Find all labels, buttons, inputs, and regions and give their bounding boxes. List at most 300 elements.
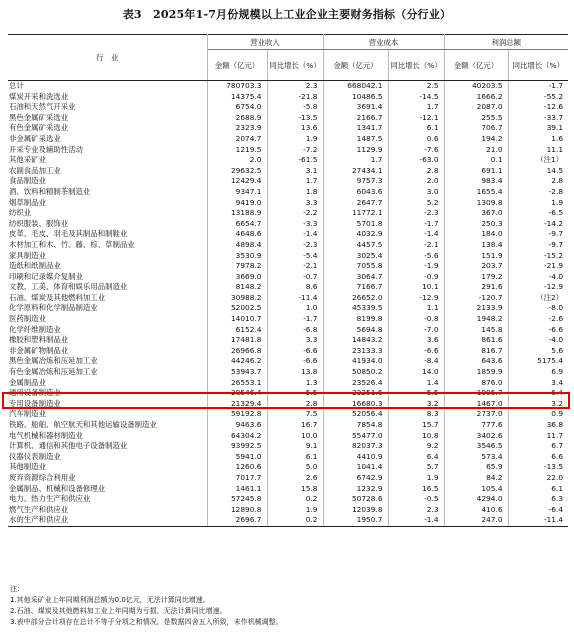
profit-amount-cell: 1309.8 (444, 198, 508, 209)
profit-amount-header: 金额（亿元） (444, 50, 508, 81)
revenue-amount-cell: 2688.9 (207, 113, 267, 124)
revenue-amount-cell: 52002.5 (207, 303, 267, 314)
revenue-yoy-cell: 3.3 (267, 198, 323, 209)
profit-yoy-cell: 1.6 (508, 134, 568, 145)
table-row (8, 272, 568, 283)
revenue-yoy-cell: 3.3 (267, 335, 323, 346)
table-row (8, 113, 568, 124)
profit-yoy-cell: 6.4 (508, 388, 568, 399)
profit-amount-cell: 203.7 (444, 261, 508, 272)
cost-amount-cell: 50728.6 (323, 494, 388, 505)
table-row (8, 134, 568, 145)
table-row (8, 123, 568, 134)
profit-yoy-cell: -1.7 (508, 81, 568, 92)
profit-yoy-cell: 11.7 (508, 431, 568, 442)
revenue-yoy-cell: -3.3 (267, 219, 323, 230)
highlight-box (2, 392, 570, 409)
industry-name-cell: 开采专业及辅助性活动 (9, 144, 83, 154)
cost-amount-cell: 6043.6 (323, 187, 388, 198)
industry-name-cell: 橡胶和塑料制品业 (9, 335, 69, 345)
revenue-yoy-cell: -5.8 (267, 102, 323, 113)
revenue-yoy-cell: 2.3 (267, 81, 323, 92)
table-row (8, 81, 568, 92)
revenue-amount-cell: 12429.4 (207, 176, 267, 187)
profit-amount-cell: -120.7 (444, 293, 508, 304)
cost-yoy-cell: -1.9 (388, 261, 444, 272)
industry-name-cell: 纺织服装、服饰业 (9, 218, 69, 228)
cost-amount-cell: 1041.4 (323, 462, 388, 473)
cost-amount-cell: 4410.9 (323, 452, 388, 463)
revenue-amount-cell: 12890.8 (207, 505, 267, 516)
cost-amount-cell: 2166.7 (323, 113, 388, 124)
cost-yoy-cell: -2.3 (388, 208, 444, 219)
revenue-yoy-cell: 1.9 (267, 134, 323, 145)
profit-amount-cell: 151.9 (444, 251, 508, 262)
profit-yoy-cell: 6.1 (508, 484, 568, 495)
table-row (8, 346, 568, 357)
cost-amount-cell: 26652.0 (323, 293, 388, 304)
revenue-yoy-cell: -5.4 (267, 251, 323, 262)
cost-yoy-cell: 1.4 (388, 378, 444, 389)
cost-amount-cell: 1950.7 (323, 515, 388, 526)
profit-amount-cell: 2737.0 (444, 409, 508, 420)
profit-amount-cell: 410.6 (444, 505, 508, 516)
industry-name-cell: 酒、饮料和精制茶制造业 (9, 186, 91, 196)
revenue-amount-cell: 29632.5 (207, 166, 267, 177)
profit-amount-cell: 184.0 (444, 229, 508, 240)
profit-amount-cell: 1905.7 (444, 388, 508, 399)
revenue-yoy-cell: 5.0 (267, 462, 323, 473)
cost-amount-header: 金额（亿元） (323, 50, 388, 81)
footnote-3: 3.表中部分合计项存在总计不等于分项之和情况，是数据四舍五入所致，未作机械调整。 (10, 618, 283, 626)
cost-amount-cell: 12039.8 (323, 505, 388, 516)
revenue-amount-cell: 53943.7 (207, 367, 267, 378)
cost-yoy-cell: -7.0 (388, 325, 444, 336)
revenue-yoy-cell: 9.1 (267, 441, 323, 452)
profit-yoy-cell: 14.5 (508, 166, 568, 177)
footnotes (10, 584, 566, 628)
cost-yoy-cell: 0.6 (388, 134, 444, 145)
profit-amount-cell: 1859.9 (444, 367, 508, 378)
profit-yoy-cell: 5175.4 (508, 356, 568, 367)
revenue-yoy-cell: 2.6 (267, 473, 323, 484)
cost-amount-cell: 41934.0 (323, 356, 388, 367)
revenue-amount-cell: 4898.4 (207, 240, 267, 251)
revenue-amount-cell: 26966.8 (207, 346, 267, 357)
cost-amount-cell: 1341.7 (323, 123, 388, 134)
table-title: 表3 2025年1-7月份规模以上工业企业主要财务指标（分行业） (122, 8, 452, 21)
profit-yoy-header: 同比增长（%） (508, 50, 568, 81)
profit-amount-cell: 2133.9 (444, 303, 508, 314)
profit-yoy-cell: 3.2 (508, 399, 568, 410)
profit-amount-cell: 2087.0 (444, 102, 508, 113)
cost-amount-cell: 3691.4 (323, 102, 388, 113)
cost-amount-cell: 5701.8 (323, 219, 388, 230)
table-row (8, 303, 568, 314)
revenue-yoy-cell: 13.6 (267, 123, 323, 134)
cost-amount-cell: 6742.9 (323, 473, 388, 484)
revenue-yoy-cell: 0.2 (267, 494, 323, 505)
industry-name-cell: 有色金属冶炼和压延加工业 (9, 367, 98, 377)
revenue-amount-cell: 57245.8 (207, 494, 267, 505)
profit-yoy-cell: 6.3 (508, 494, 568, 505)
revenue-amount-cell: 44246.2 (207, 356, 267, 367)
cost-yoy-cell: 2.0 (388, 176, 444, 187)
profit-amount-cell: 250.3 (444, 219, 508, 230)
cost-yoy-cell: 3.6 (388, 335, 444, 346)
table-row (8, 166, 568, 177)
revenue-yoy-cell: 2.8 (267, 399, 323, 410)
industry-name-cell: 木材加工和木、竹、藤、棕、草制品业 (9, 239, 135, 249)
revenue-yoy-cell: 3.1 (267, 166, 323, 177)
industry-name-cell: 食品制造业 (9, 176, 46, 186)
profit-yoy-cell: 11.1 (508, 145, 568, 156)
industry-name-cell: 电气机械和器材制造业 (9, 430, 83, 440)
revenue-yoy-cell: -6.6 (267, 356, 323, 367)
table-row (8, 251, 568, 262)
cost-amount-cell: 11772.1 (323, 208, 388, 219)
profit-yoy-cell: -9.7 (508, 229, 568, 240)
table-body (8, 81, 568, 527)
profit-yoy-cell: -12.9 (508, 282, 568, 293)
revenue-amount-cell: 93992.5 (207, 441, 267, 452)
profit-yoy-cell: -55.2 (508, 92, 568, 103)
revenue-amount-cell: 7017.7 (207, 473, 267, 484)
industry-name-cell: 金属制品、机械和设备修理业 (9, 483, 106, 493)
revenue-yoy-cell: -11.4 (267, 293, 323, 304)
cost-yoy-cell: 6.4 (388, 452, 444, 463)
cost-amount-cell: 3025.4 (323, 251, 388, 262)
profit-amount-cell: 194.2 (444, 134, 508, 145)
revenue-yoy-cell: -2.3 (267, 240, 323, 251)
cost-amount-cell: 52056.4 (323, 409, 388, 420)
industry-name-cell: 煤炭开采和洗选业 (9, 91, 69, 101)
table-row (8, 293, 568, 304)
cost-amount-cell: 50850.2 (323, 367, 388, 378)
cost-yoy-cell: 8.3 (388, 409, 444, 420)
revenue-yoy-cell: 6.1 (267, 452, 323, 463)
revenue-yoy-cell: 7.5 (267, 409, 323, 420)
industry-name-cell: 石油和天然气开采业 (9, 102, 76, 112)
revenue-yoy-cell: -13.5 (267, 113, 323, 124)
cost-yoy-cell: -1.7 (388, 219, 444, 230)
cost-amount-cell: 1129.9 (323, 145, 388, 156)
profit-amount-cell: 0.1 (444, 155, 508, 166)
profit-yoy-cell: （注1） (508, 155, 568, 166)
profit-amount-cell: 876.0 (444, 378, 508, 389)
table-row (8, 229, 568, 240)
revenue-yoy-cell: 1.7 (267, 176, 323, 187)
profit-yoy-cell: （注2） (508, 293, 568, 304)
table-row (8, 282, 568, 293)
profit-amount-cell: 105.4 (444, 484, 508, 495)
cost-yoy-cell: 3.0 (388, 187, 444, 198)
revenue-amount-cell: 17481.8 (207, 335, 267, 346)
revenue-amount-cell: 2696.7 (207, 515, 267, 526)
table-row (8, 356, 568, 367)
profit-yoy-cell: 6.6 (508, 452, 568, 463)
revenue-yoy-cell: 1.0 (267, 303, 323, 314)
industry-name-cell: 黑色金属矿采选业 (9, 112, 69, 122)
industry-name-cell: 电力、热力生产和供应业 (9, 494, 91, 504)
profit-yoy-cell: 1.9 (508, 198, 568, 209)
profit-amount-cell: 573.4 (444, 452, 508, 463)
revenue-yoy-cell: -61.5 (267, 155, 323, 166)
revenue-yoy-cell: 1.9 (267, 505, 323, 516)
revenue-amount-cell: 6754.0 (207, 102, 267, 113)
cost-amount-cell: 55477.0 (323, 431, 388, 442)
table-row (8, 187, 568, 198)
cost-yoy-cell: 1.1 (388, 303, 444, 314)
cost-amount-cell: 16680.3 (323, 399, 388, 410)
profit-amount-cell: 291.6 (444, 282, 508, 293)
cost-yoy-cell: 5.2 (388, 198, 444, 209)
industry-name-cell: 农副食品加工业 (9, 165, 61, 175)
cost-yoy-cell: 14.0 (388, 367, 444, 378)
profit-header: 利润总额 (444, 35, 568, 50)
revenue-amount-cell: 4648.6 (207, 229, 267, 240)
profit-yoy-cell: -13.5 (508, 462, 568, 473)
revenue-amount-cell: 3530.9 (207, 251, 267, 262)
revenue-amount-cell: 2323.9 (207, 123, 267, 134)
cost-amount-cell: 14843.2 (323, 335, 388, 346)
revenue-amount-cell: 2074.7 (207, 134, 267, 145)
cost-yoy-header: 同比增长（%） (388, 50, 444, 81)
cost-yoy-cell: -63.0 (388, 155, 444, 166)
revenue-amount-cell: 30988.2 (207, 293, 267, 304)
revenue-yoy-cell: -1.4 (267, 229, 323, 240)
industry-name-cell: 总计 (9, 81, 24, 90)
profit-yoy-cell: -11.4 (508, 515, 568, 526)
table-row (8, 452, 568, 463)
table-row (8, 314, 568, 325)
profit-yoy-cell: 5.6 (508, 346, 568, 357)
cost-yoy-cell: 2.3 (388, 505, 444, 516)
profit-yoy-cell: 2.8 (508, 176, 568, 187)
table-row (8, 505, 568, 516)
cost-amount-cell: 45339.5 (323, 303, 388, 314)
revenue-amount-cell: 1260.6 (207, 462, 267, 473)
profit-yoy-cell: -6.5 (508, 208, 568, 219)
profit-amount-cell: 3402.6 (444, 431, 508, 442)
revenue-yoy-header: 同比增长（%） (267, 50, 323, 81)
table-row (8, 409, 568, 420)
profit-amount-cell: 983.4 (444, 176, 508, 187)
revenue-amount-cell: 1219.5 (207, 145, 267, 156)
industry-name-cell: 计算机、通信和其他电子设备制造业 (9, 441, 128, 451)
profit-amount-cell: 40203.5 (444, 81, 508, 92)
profit-yoy-cell: -6.4 (508, 505, 568, 516)
profit-yoy-cell: -12.6 (508, 102, 568, 113)
cost-amount-cell: 4457.5 (323, 240, 388, 251)
cost-yoy-cell: -7.6 (388, 145, 444, 156)
profit-amount-cell: 65.9 (444, 462, 508, 473)
profit-yoy-cell: -9.7 (508, 240, 568, 251)
profit-yoy-cell: -33.7 (508, 113, 568, 124)
industry-name-cell: 仪器仪表制造业 (9, 451, 61, 461)
cost-amount-cell: 2647.7 (323, 198, 388, 209)
table-row (8, 441, 568, 452)
footnote-2: 2.石油、煤炭及其他燃料加工业上年同期为亏损，无法计算同比增速。 (10, 607, 227, 615)
profit-amount-cell: 367.0 (444, 208, 508, 219)
revenue-yoy-cell: -1.7 (267, 314, 323, 325)
industry-name-cell: 皮革、毛皮、羽毛及其制品和制鞋业 (9, 229, 128, 239)
cost-yoy-cell: -12.9 (388, 293, 444, 304)
table-row (8, 240, 568, 251)
cost-header: 营业成本 (323, 35, 444, 50)
industry-header: 行 业 (8, 35, 207, 81)
industry-name-cell: 其他制造业 (9, 462, 46, 472)
revenue-amount-cell: 14010.7 (207, 314, 267, 325)
cost-yoy-cell: -6.6 (388, 346, 444, 357)
cost-amount-cell: 10486.5 (323, 92, 388, 103)
table-row (8, 484, 568, 495)
industry-name-cell: 汽车制造业 (9, 409, 46, 419)
revenue-yoy-cell: -2.2 (267, 208, 323, 219)
industry-name-cell: 废弃资源综合利用业 (9, 472, 76, 482)
revenue-yoy-cell: -2.1 (267, 261, 323, 272)
revenue-amount-cell: 64304.2 (207, 431, 267, 442)
revenue-amount-cell: 1461.1 (207, 484, 267, 495)
table-row (8, 335, 568, 346)
cost-yoy-cell: 9.2 (388, 441, 444, 452)
revenue-amount-cell: 28546.4 (207, 388, 267, 399)
revenue-amount-cell: 3669.0 (207, 272, 267, 283)
cost-yoy-cell: 1.9 (388, 473, 444, 484)
industry-name-cell: 黑色金属冶炼和压延加工业 (9, 356, 98, 366)
revenue-amount-cell: 59192.8 (207, 409, 267, 420)
revenue-amount-cell: 21329.4 (207, 399, 267, 410)
cost-amount-cell: 668042.1 (323, 81, 388, 92)
revenue-amount-cell: 6654.7 (207, 219, 267, 230)
industry-name-cell: 铁路、船舶、航空航天和其他运输设备制造业 (9, 420, 157, 429)
industry-name-cell: 化学纤维制造业 (9, 324, 61, 334)
revenue-amount-cell: 9419.0 (207, 198, 267, 209)
industry-name-cell: 有色金属矿采选业 (9, 123, 69, 133)
cost-amount-cell: 4032.9 (323, 229, 388, 240)
cost-yoy-cell: 16.5 (388, 484, 444, 495)
industry-name-cell: 文教、工美、体育和娱乐用品制造业 (9, 282, 128, 292)
industry-name-cell: 专用设备制造业 (9, 398, 61, 408)
revenue-amount-cell: 14375.4 (207, 92, 267, 103)
profit-amount-cell: 777.6 (444, 420, 508, 431)
revenue-yoy-cell: 1.3 (267, 378, 323, 389)
revenue-yoy-cell: -21.8 (267, 92, 323, 103)
table-row (8, 219, 568, 230)
revenue-amount-cell: 7978.2 (207, 261, 267, 272)
cost-yoy-cell: -0.5 (388, 494, 444, 505)
profit-amount-cell: 4294.0 (444, 494, 508, 505)
revenue-yoy-cell: 13.8 (267, 367, 323, 378)
table-row (8, 208, 568, 219)
profit-amount-cell: 1655.4 (444, 187, 508, 198)
table-row (8, 494, 568, 505)
profit-amount-cell: 138.4 (444, 240, 508, 251)
cost-amount-cell: 82037.3 (323, 441, 388, 452)
cost-amount-cell: 23251.6 (323, 388, 388, 399)
industry-name-cell: 纺织业 (9, 208, 32, 218)
profit-amount-cell: 21.0 (444, 145, 508, 156)
industry-name-cell: 非金属矿采选业 (9, 133, 61, 143)
table-row (8, 431, 568, 442)
revenue-yoy-cell: 16.7 (267, 420, 323, 431)
revenue-yoy-cell: 0.2 (267, 515, 323, 526)
cost-yoy-cell: 3.2 (388, 399, 444, 410)
table-row (8, 176, 568, 187)
cost-yoy-cell: -5.6 (388, 251, 444, 262)
revenue-yoy-cell: 15.8 (267, 484, 323, 495)
profit-yoy-cell: -6.6 (508, 325, 568, 336)
profit-amount-cell: 691.1 (444, 166, 508, 177)
cost-yoy-cell: 1.7 (388, 102, 444, 113)
profit-yoy-cell: 6.7 (508, 441, 568, 452)
cost-yoy-cell: 6.1 (388, 123, 444, 134)
industry-name-cell: 化学原料和化学制品制造业 (9, 303, 98, 313)
profit-yoy-cell: -15.2 (508, 251, 568, 262)
cost-yoy-cell: 10.1 (388, 282, 444, 293)
cost-amount-cell: 7854.8 (323, 420, 388, 431)
revenue-yoy-cell: 8.6 (267, 282, 323, 293)
revenue-amount-cell: 9347.1 (207, 187, 267, 198)
profit-yoy-cell: -8.0 (508, 303, 568, 314)
profit-yoy-cell: 39.1 (508, 123, 568, 134)
industry-name-cell: 石油、煤炭及其他燃料加工业 (9, 292, 106, 302)
cost-amount-cell: 5694.8 (323, 325, 388, 336)
table-row (8, 261, 568, 272)
cost-yoy-cell: 10.8 (388, 431, 444, 442)
cost-yoy-cell: 2.5 (388, 81, 444, 92)
cost-amount-cell: 8199.8 (323, 314, 388, 325)
profit-amount-cell: 255.5 (444, 113, 508, 124)
cost-yoy-cell: -2.1 (388, 240, 444, 251)
table-row (8, 198, 568, 209)
industry-name-cell: 燃气生产和供应业 (9, 504, 69, 514)
industry-name-cell: 烟草制品业 (9, 197, 46, 207)
table-row (8, 367, 568, 378)
cost-yoy-cell: 2.8 (388, 166, 444, 177)
profit-yoy-cell: 3.4 (508, 378, 568, 389)
industry-name-cell: 金属制品业 (9, 377, 46, 387)
revenue-yoy-cell: -7.2 (267, 145, 323, 156)
profit-yoy-cell: -14.2 (508, 219, 568, 230)
profit-yoy-cell: 36.8 (508, 420, 568, 431)
cost-yoy-cell: -0.8 (388, 314, 444, 325)
revenue-amount-cell: 2.0 (207, 155, 267, 166)
profit-yoy-cell: -4.0 (508, 335, 568, 346)
table-row (8, 378, 568, 389)
industry-name-cell: 家具制造业 (9, 250, 46, 260)
cost-yoy-cell: -0.9 (388, 272, 444, 283)
cost-amount-cell: 1232.9 (323, 484, 388, 495)
profit-amount-cell: 1666.2 (444, 92, 508, 103)
profit-yoy-cell: 22.0 (508, 473, 568, 484)
profit-yoy-cell: 0.9 (508, 409, 568, 420)
industry-name-cell: 非金属矿物制品业 (9, 345, 69, 355)
revenue-amount-cell: 26553.1 (207, 378, 267, 389)
profit-amount-cell: 145.8 (444, 325, 508, 336)
profit-amount-cell: 179.2 (444, 272, 508, 283)
revenue-yoy-cell: -6.6 (267, 346, 323, 357)
cost-yoy-cell: 15.7 (388, 420, 444, 431)
profit-yoy-cell: -2.6 (508, 314, 568, 325)
industry-name-cell: 其他采矿业 (9, 155, 46, 165)
industry-name-cell: 通用设备制造业 (9, 388, 61, 398)
revenue-yoy-cell: 5.5 (267, 388, 323, 399)
financial-indicators-table (8, 34, 568, 527)
cost-yoy-cell: -1.4 (388, 515, 444, 526)
cost-yoy-cell: -8.4 (388, 356, 444, 367)
cost-amount-cell: 1.7 (323, 155, 388, 166)
